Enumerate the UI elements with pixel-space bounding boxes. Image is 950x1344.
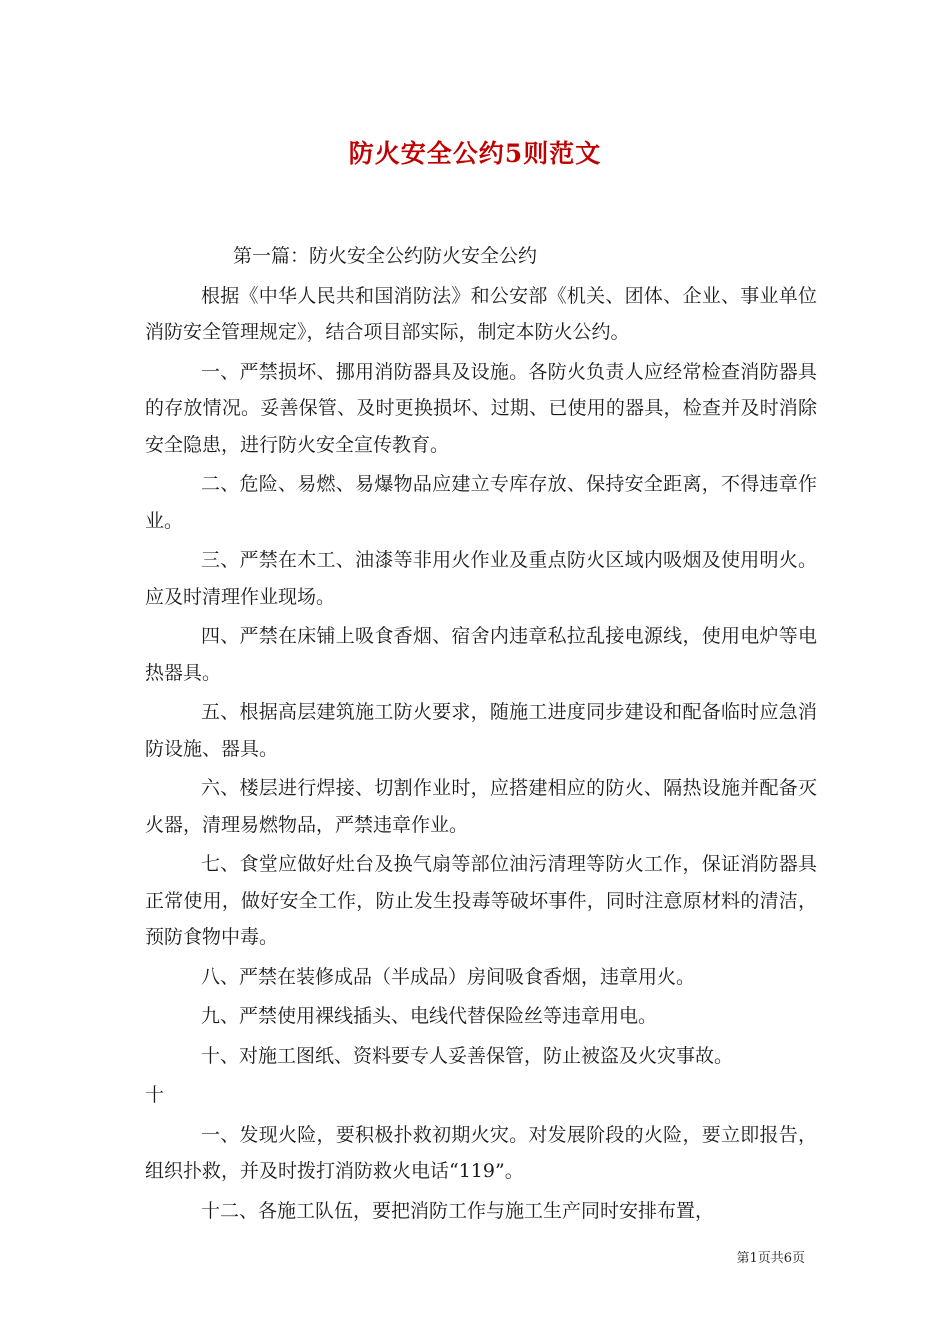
paragraph-item-1: 一、严禁损坏、挪用消防器具及设施。各防火负责人应经常检查消防器具的存放情况。妥善保管、及时更换损坏、过期、已使用的器具，检查并及时消除安全隐患，进行防火安全宣传教育。 (145, 360, 817, 456)
document-body (145, 238, 817, 1232)
paragraph-item-10: 十、对施工图纸、资料要专人妥善保管，防止被盗及火灾事故。 (201, 1044, 734, 1067)
paragraph-item-12: 十二、各施工队伍，要把消防工作与施工生产同时安排布置， (201, 1199, 715, 1222)
paragraph-item-11: 一、发现火险，要积极扑救初期火灾。对发展阶段的火险，要立即报告，组织扑救，并及时拨打消防救火电话“119”。 (145, 1123, 817, 1182)
section-heading: 第一篇：防火安全公约防火安全公约 (233, 245, 538, 267)
orphan-line: 十 (145, 1084, 165, 1106)
paragraph-item-4: 四、严禁在床铺上吸食香烟、宿舍内违章私拉乱接电源线，使用电炉等电热器具。 (145, 625, 817, 684)
page-number: 第1页共6页 (736, 1251, 805, 1266)
paragraph-item-8: 八、严禁在装修成品（半成品）房间吸食香烟，违章用火。 (201, 965, 696, 988)
paragraph-item-7: 七、食堂应做好灶台及换气扇等部位油污清理等防火工作，保证消防器具正常使用，做好安全工作，防止发生投毒等破坏事件，同时注意原材料的清洁，预防食物中毒。 (145, 853, 817, 948)
paragraph-item-5: 五、根据高层建筑施工防火要求，随施工进度同步建设和配备临时应急消防设施、器具。 (145, 701, 817, 760)
document-title: 防火安全公约5则范文 (348, 139, 602, 168)
paragraph-item-2: 二、危险、易燃、易爆物品应建立专库存放、保持安全距离，不得违章作业。 (145, 473, 817, 532)
paragraph-item-3: 三、严禁在木工、油漆等非用火作业及重点防火区域内吸烟及使用明火。应及时清理作业现场。 (145, 549, 817, 608)
paragraph-item-6: 六、楼层进行焊接、切割作业时，应搭建相应的防火、隔热设施并配备灭火器，清理易燃物品，严禁违章作业。 (145, 777, 817, 836)
paragraph-intro: 根据《中华人民共和国消防法》和公安部《机关、团体、企业、事业单位消防安全管理规定》，结合项目部实际，制定本防火公约。 (145, 284, 817, 343)
paragraph-item-9: 九、严禁使用裸线插头、电线代替保险丝等违章用电。 (201, 1005, 658, 1027)
